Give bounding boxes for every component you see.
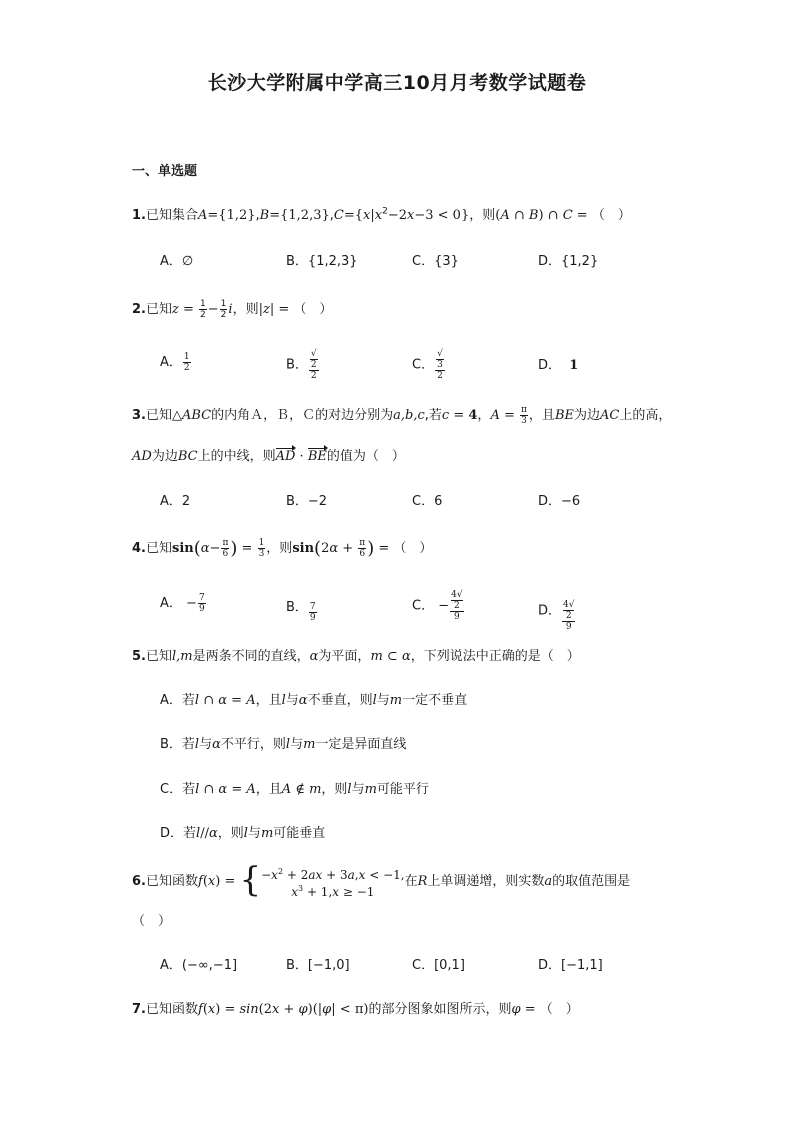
q6-option-a[interactable]: A．(−∞,−1] [160,958,238,973]
question-7: 7.已知函数f(x) = sin(2x + φ)(|φ| < π)的部分图象如图所示，则φ = （ ） [132,1002,579,1017]
q2-option-d[interactable]: D． 1 [538,358,579,373]
q4-option-b[interactable]: B． $\frac{7}{9}$ [286,600,316,623]
q2-option-a[interactable]: A． $\frac{1}{2}$ [160,352,190,373]
q1-option-a[interactable]: A．∅ [160,254,194,269]
q6-option-b[interactable]: B．[−1,0] [286,958,350,973]
question-6: 6.已知函数f(x) = { $-x^2 + 2ax + 3a,x < -1$, $x^3 + 1,x \ge -1$ 在R上单调递增，则实数a的取值范围是 [132,860,631,900]
question-1: 1.已知集合$A=\{1,2\},B=\{1,2,3\},C=\{x|x^2-2x-3 < 0\}$，则(A ∩ B) ∩ C = （ ） [132,206,631,223]
q1-option-c[interactable]: C．{3} [412,254,459,269]
q3-option-d[interactable]: D．−6 [538,494,581,509]
q6-option-d[interactable]: D．[−1,1] [538,958,603,973]
q2-option-c[interactable]: C． √ 3 2 [412,349,443,381]
question-4: 4.已知sin(α− $\frac{\pi}{6}$ ) = $\frac{1}{3}$ ，则sin(2α + $\frac{\pi}{6}$ ) = （ ） [132,538,433,559]
question-6-line-2: （ ） [132,914,172,929]
q3-option-c[interactable]: C．6 [412,494,443,509]
q4-option-d[interactable]: D． 4√ 2 9 [538,600,575,632]
q3-option-b[interactable]: B．−2 [286,494,328,509]
section-heading: 一、单选题 [132,164,198,179]
q3-option-a[interactable]: A．2 [160,494,191,509]
question-3-line-2: AD为边BC上的中线，则AD · BE的值为（ ） [132,449,405,464]
question-3-line-1: 3.已知△ABC的内角Ａ，Ｂ，Ｃ的对边分别为a,b,c,若c = 4，A = $\frac{\pi}{3}$ ，且BE为边AC上的高， [132,405,672,426]
page-title: 长沙大学附属中学高三10月月考数学试题卷 [207,72,587,94]
q5-option-d[interactable]: D．若l//α，则l与m可能垂直 [160,826,326,841]
q4-option-a[interactable]: A． − $\frac{7}{9}$ [160,593,205,614]
q5-option-c[interactable]: C．若l ∩ α = A，且A ∉ m，则l与m可能平行 [160,782,429,797]
q5-option-a[interactable]: A．若l ∩ α = A，且l与α不垂直，则l与m一定不垂直 [160,693,468,708]
q2-option-b[interactable]: B． √ 2 2 [286,349,317,381]
q6-option-c[interactable]: C．[0,1] [412,958,465,973]
question-5: 5.已知l,m是两条不同的直线，α为平面，m ⊂ α，下列说法中正确的是（ ） [132,649,580,664]
q5-option-b[interactable]: B．若l与α不平行，则l与m一定是异面直线 [160,737,407,752]
q4-option-c[interactable]: C． − 4√ 2 9 [412,590,463,622]
question-2: 2.已知z = $\frac{1}{2}$ − $\frac{1}{2}$ i，则|z| = （ ） [132,299,333,320]
q1-option-b[interactable]: B．{1,2,3} [286,254,358,269]
q1-option-d[interactable]: D．{1,2} [538,254,599,269]
